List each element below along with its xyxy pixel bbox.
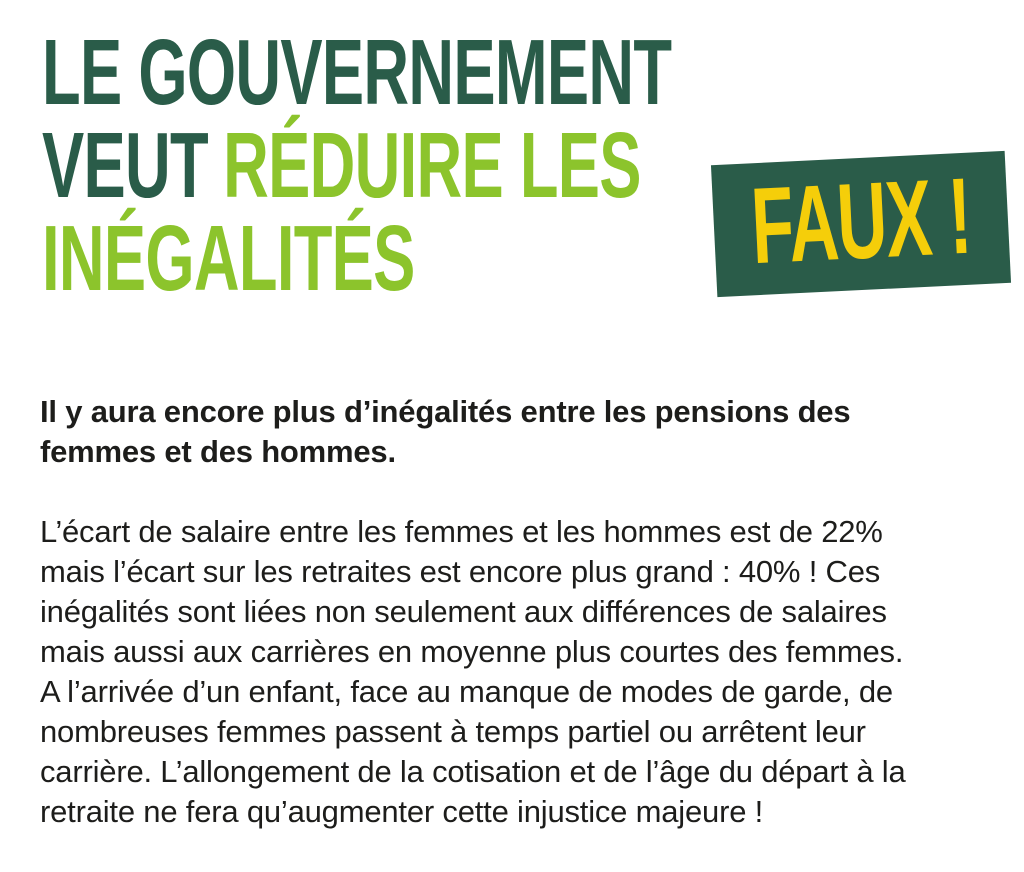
- headline-text-inegalites: INÉGALITÉS: [42, 206, 415, 310]
- headline: [42, 20, 672, 310]
- headline-text-gouvernement: LE GOUVERNEMENT: [42, 20, 672, 124]
- headline-text-veut: VEUT: [42, 113, 208, 217]
- headline-line-2: [42, 113, 671, 217]
- headline-text-reduire-les: RÉDUIRE LES: [223, 113, 641, 217]
- faux-stamp-badge: [711, 151, 1011, 297]
- faux-stamp-label: FAUX !: [748, 154, 974, 287]
- headline-line-3: [42, 206, 671, 310]
- body-lead-sentence: Il y aura encore plus d’inégalités entre les pensions des femmes et des hommes.: [40, 394, 851, 469]
- body-copy: [40, 352, 996, 872]
- body-paragraph: L’écart de salaire entre les femmes et les hommes est de 22% mais l’écart sur les retraites est encore plus grand : 40% ! Ces inégalités sont liées non seulement aux différences de salaires mais aussi aux carrières en moyenne plus courtes des femmes. A l’arrivée d’un enfant, face au manque de modes de garde, de nombreuses femmes passent à temps partiel ou arrêtent leur carrière. L’allongement de la cotisation et de l’âge du départ à la retraite ne fera qu’augmenter cette injustice majeure !: [40, 514, 906, 829]
- headline-line-1: [42, 20, 672, 124]
